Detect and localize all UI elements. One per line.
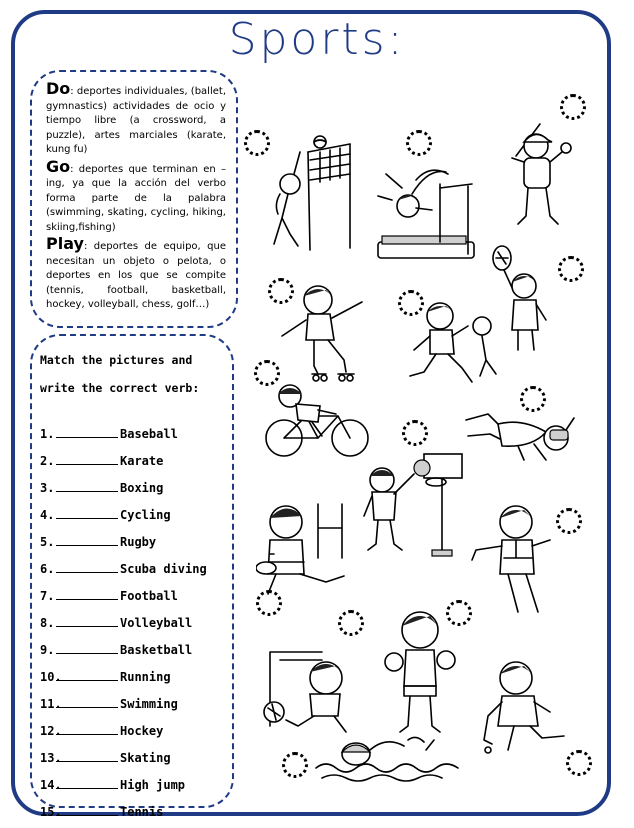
page-title: Sports: [228,14,406,65]
instruction-line-2: write the correct verb: [40,381,200,395]
answer-blank[interactable] [56,653,118,654]
match-item [40,657,232,684]
answer-blank[interactable] [56,815,118,816]
item-number: 10. [40,670,62,684]
answer-blank[interactable] [56,680,118,681]
high-jump-picture [372,144,482,266]
item-number: 13. [40,751,62,765]
match-list [40,414,232,819]
match-item [40,468,232,495]
match-item [40,630,232,657]
rule-do-text: : deportes individuales, (ballet, gymnastics) actividades de ocio y tiempo libre (a crossword, a puzzle), artes marciales (karate, kung fu) [46,86,226,155]
match-item [40,522,232,549]
match-item [40,549,232,576]
item-sport: High jump [120,778,186,792]
match-item [40,576,232,603]
match-item [40,441,232,468]
football-picture [258,632,368,736]
volleyball-picture [264,134,354,254]
match-item [40,414,232,441]
match-item [40,603,232,630]
answer-blank[interactable] [56,734,118,735]
item-sport: Running [120,670,171,684]
verb-rules-box [30,70,238,328]
running-picture [400,296,500,392]
rule-play-text: : deportes de equipo, que necesitan un objeto o pelota, o deportes en los que se compite (tennis, football, basketball, hockey, volleyball, chess, golf…) [46,241,226,310]
answer-circle[interactable] [558,256,584,282]
karate-picture [468,500,560,616]
item-number: 8. [40,616,55,630]
hockey-picture [478,654,578,758]
item-number: 5. [40,535,55,549]
boxing-picture [384,602,456,736]
item-sport: Tennis [120,805,164,819]
baseball-picture [506,116,576,234]
answer-blank[interactable] [56,707,118,708]
instruction-line-1: Match the pictures and [40,353,193,367]
answer-blank[interactable] [56,599,118,600]
answer-circle[interactable] [282,752,308,778]
answer-blank[interactable] [56,518,118,519]
answer-blank[interactable] [56,626,118,627]
rule-play-keyword: Play [46,234,84,253]
rugby-picture [256,494,366,602]
rule-go [46,156,226,236]
answer-blank[interactable] [56,437,118,438]
scuba-diving-picture [462,408,578,468]
swimming-picture [312,730,462,782]
item-number: 2. [40,454,55,468]
item-number: 7. [40,589,55,603]
item-number: 14. [40,778,62,792]
item-sport: Swimming [120,697,178,711]
item-sport: Skating [120,751,171,765]
item-number: 4. [40,508,55,522]
answer-blank[interactable] [56,545,118,546]
item-number: 1. [40,427,55,441]
answer-blank[interactable] [56,761,118,762]
cycling-picture [262,380,372,460]
item-number: 3. [40,481,55,495]
answer-blank[interactable] [56,788,118,789]
match-item [40,738,232,765]
item-number: 6. [40,562,55,576]
match-item [40,765,232,792]
item-sport: Rugby [120,535,157,549]
item-sport: Boxing [120,481,164,495]
match-item [40,711,232,738]
item-sport: Cycling [120,508,171,522]
answer-blank[interactable] [56,464,118,465]
rule-do [46,79,226,158]
rule-do-keyword: Do [46,79,71,98]
item-sport: Karate [120,454,164,468]
item-sport: Scuba diving [120,562,207,576]
item-sport: Baseball [120,427,178,441]
match-exercise-box [30,334,234,819]
tennis-picture [488,240,558,358]
answer-blank[interactable] [56,572,118,573]
match-item [40,684,232,711]
skating-picture [274,278,384,388]
answer-circle[interactable] [402,420,428,446]
answer-blank[interactable] [56,491,118,492]
basketball-picture [360,446,470,560]
item-sport: Hockey [120,724,164,738]
match-item [40,495,232,522]
item-sport: Basketball [120,643,193,657]
item-number: 11. [40,697,62,711]
item-number: 9. [40,643,55,657]
rule-go-text: : deportes que terminan en –ing, ya que la acción del verbo forma parte de la palabra (swimming, skating, cycling, hiking, skiing,fishing) [46,163,226,233]
match-item [40,792,232,819]
rule-go-keyword: Go [46,156,71,176]
item-sport: Football [120,589,178,603]
rule-play [46,234,226,313]
item-number: 12. [40,724,62,738]
item-number: 15. [40,805,62,819]
item-sport: Volleyball [120,616,193,630]
